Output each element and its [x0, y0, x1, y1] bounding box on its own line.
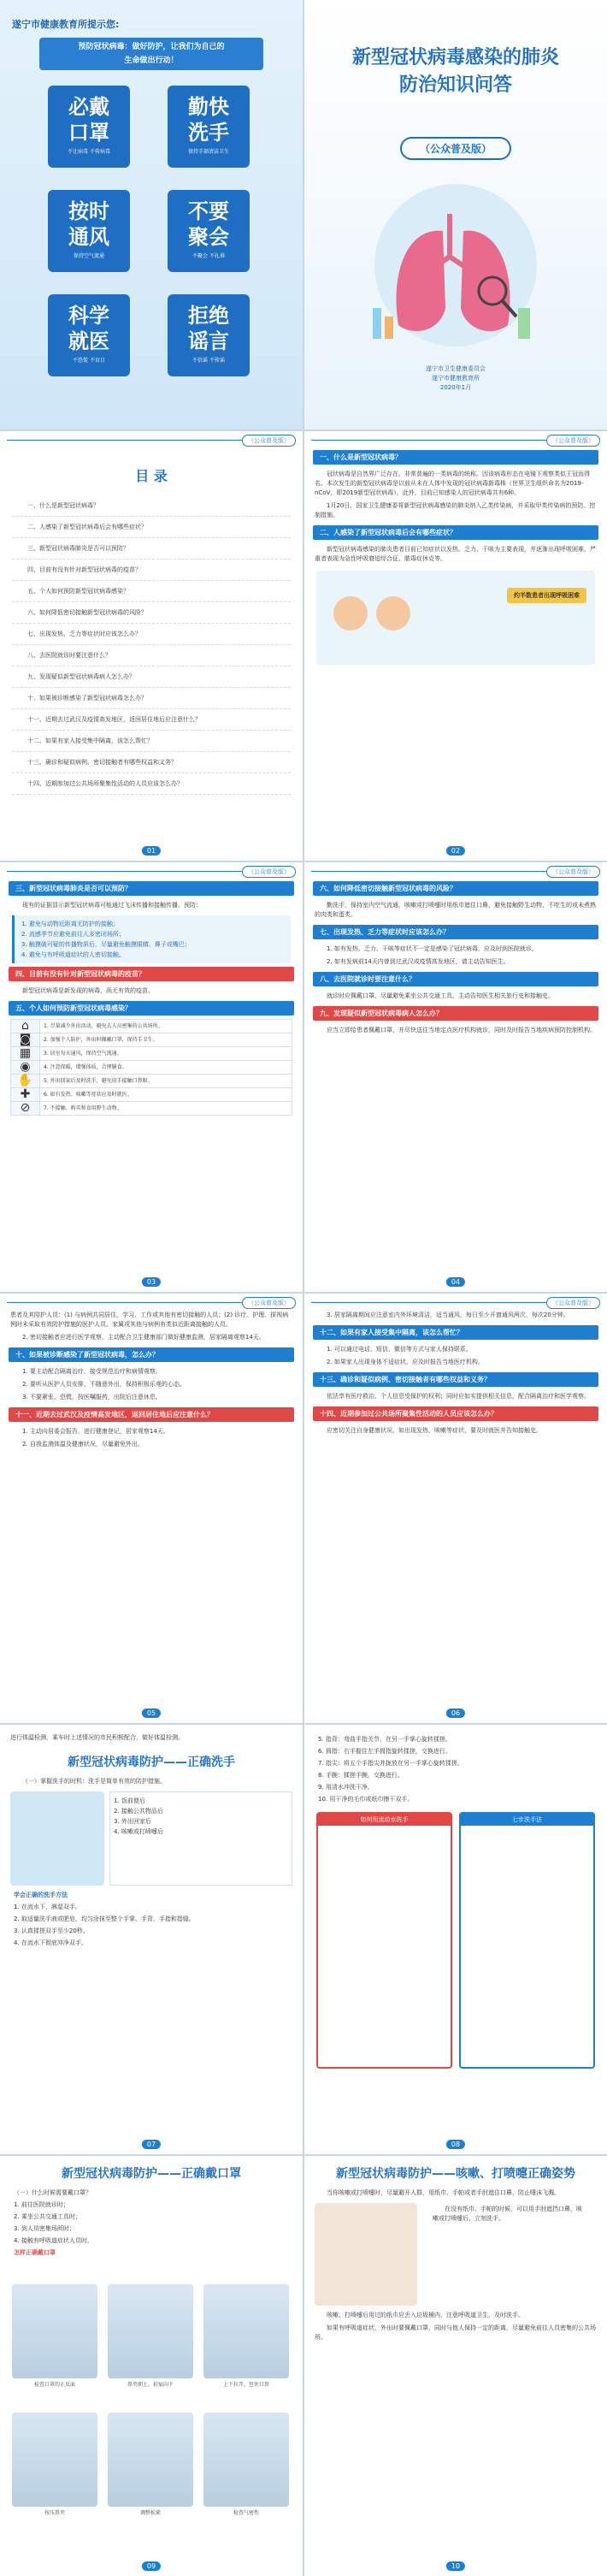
- cover-title-line-2: 防治知识问答: [398, 74, 512, 96]
- list-item: 3. 到人员密集场所时；: [14, 2225, 75, 2232]
- page-number: 10: [446, 2561, 465, 2571]
- seven-step-chart: [459, 1812, 595, 2069]
- content-page-5: [0, 1294, 303, 1723]
- mask-icon: ◙: [11, 1033, 40, 1047]
- toc-item[interactable]: 四、目前有没有针对新型冠状病毒的疫苗？: [12, 560, 291, 581]
- table-row: [11, 1033, 292, 1047]
- content-page-4: [304, 862, 607, 1292]
- tile-big: 必戴 口罩: [68, 95, 109, 145]
- table-cell: 2. 加强个人防护，外出时佩戴口罩，保持手卫生。: [40, 1033, 292, 1047]
- mask-photo: [12, 2413, 97, 2507]
- content-page-6: [304, 1294, 607, 1723]
- toc-item[interactable]: 九、发现疑似新型冠状病毒病人怎么办？: [12, 666, 291, 688]
- step-item: 6. 拇指：右手握住左手拇指旋转揉搓，交换进行。: [318, 1748, 451, 1755]
- paragraph: 1月20日，国家卫生健康委将新型冠状病毒感染的肺炎纳入乙类传染病，并采取甲类传染病的预防、控制措施。: [315, 502, 596, 518]
- mask-page: [0, 2156, 303, 2576]
- cough-illustration-row: [315, 2203, 597, 2306]
- paragraph: 就诊时应佩戴口罩，尽量避免乘坐公共交通工具，主动告知医生相关旅行史和接触史。: [327, 992, 554, 999]
- toc-list: [0, 495, 303, 795]
- paragraph: 2. 如果家人出现身体不适症状，应及时报告当地医疗机构。: [327, 1359, 484, 1365]
- table-cell: 4. 注意保暖，增强体质，合理膳食。: [40, 1061, 292, 1075]
- toc-item[interactable]: 七、出现发热、乏力等症状时应该怎么办？: [12, 624, 291, 645]
- handwash-illustration: [10, 1791, 104, 1886]
- table-cell: 1. 尽量减少外出活动，避免去人员密集的公共场所。: [40, 1020, 292, 1033]
- toc-item[interactable]: 十一、近期去过武汉及疫情高发地区，返回居住地后应注意什么？: [12, 709, 291, 731]
- lungs-illustration: [364, 180, 547, 351]
- table-row: [11, 1075, 292, 1088]
- cover-date: 2020年1月: [439, 384, 472, 391]
- mask-title: 新型冠状病毒防护——正确戴口罩: [62, 2167, 241, 2181]
- section-heading: 十四、近期参加过公共场所聚集性活动的人员应该怎么办？: [313, 1406, 598, 1421]
- window-icon: ▦: [11, 1047, 40, 1061]
- steps-title: 学会正确的洗手方法: [14, 1892, 68, 1898]
- table-cell: 5. 外出回家后及时洗手，避免用手接触口鼻眼。: [40, 1075, 292, 1088]
- mask-photo: [108, 2413, 193, 2507]
- handwash-panel: [10, 1791, 292, 1886]
- top-rule: [311, 1302, 547, 1303]
- section-heading: 四、目前有没有针对新型冠状病毒的疫苗？: [9, 967, 294, 981]
- table-row: [11, 1047, 292, 1061]
- brand-badge: （公众普及版）: [242, 1297, 296, 1309]
- toc-item[interactable]: 一、什么是新型冠状病毒？: [12, 495, 291, 517]
- step-item: 8. 手腕：揉搓手腕，交换进行。: [318, 1772, 404, 1779]
- brand-badge: （公众普及版）: [242, 866, 296, 878]
- paragraph: 进行体温检测，乘车时上述情况的市民积极配合，做好体温检测。: [10, 1734, 184, 1741]
- page-number: 06: [446, 1708, 465, 1718]
- toc-item[interactable]: 三、新型冠状病毒肺炎是否可以预防？: [12, 538, 291, 560]
- tip-item: 1. 避免与动物近距离无防护的接触；: [21, 921, 119, 927]
- cover-org: [304, 364, 607, 393]
- section-heading: 五、个人如何预防新型冠状病毒感染？: [9, 1001, 294, 1016]
- table-row: [11, 1088, 292, 1102]
- toc-item[interactable]: 十四、近期参加过公共场所聚集性活动的人员应该怎么办？: [12, 773, 291, 795]
- step-item: 5. 指背：弯曲手指关节，在另一手掌心旋转揉搓。: [318, 1736, 451, 1743]
- steps-title: 怎样正确戴口罩: [14, 2249, 56, 2256]
- mask-photo: [203, 2284, 289, 2378]
- paragraph: 2. 如有发病前14天内曾到过武汉或疫情高发地区，请主动告知医生。: [327, 958, 510, 965]
- step-item: 1. 在流水下，淋湿双手。: [14, 1904, 81, 1910]
- hand-icon: ✋: [11, 1075, 40, 1088]
- paragraph: 咳嗽、打喷嚏后用过的纸巾应丢入垃圾桶内，注意呼吸道卫生，及时洗手。: [327, 2312, 524, 2318]
- handwash-title: 新型冠状病毒防护——正确洗手: [68, 1756, 235, 1769]
- paragraph: 2. 要听从医护人员安排，不随意外出，保持积极乐观的心态。: [22, 1381, 186, 1388]
- step-item: 7. 指尖：将五个手指尖并拢放在另一手掌心旋转揉搓。: [318, 1760, 463, 1767]
- paragraph: 3. 不要紧张、恐慌，按医嘱服药，出院后注意休息。: [22, 1394, 162, 1401]
- section-heading: 十二、如果有家人接受集中隔离，该怎么帮忙？: [313, 1325, 598, 1340]
- tile-doctor: [48, 294, 130, 376]
- notice-line-2: 生命做出行动！: [124, 56, 179, 65]
- page-number: 04: [446, 1277, 465, 1287]
- section-heading: 一、什么是新型冠状病毒？: [313, 450, 598, 465]
- symptom-illustration: [316, 571, 595, 665]
- mask-photo: [203, 2413, 289, 2507]
- toc-item[interactable]: 六、如何降低密切接触新型冠状病毒的风险？: [12, 602, 291, 624]
- paragraph: 应当立即给患者佩戴口罩，并尽快送往当地定点医疗机构就诊，同时及时报告当地疾病预防控制机构。: [327, 1027, 596, 1033]
- tile-small: 不恐慌 不盲目: [73, 358, 105, 364]
- top-rule: [7, 871, 243, 872]
- section-heading: 七、出现发热、乏力等症状时应该怎么办？: [313, 925, 598, 939]
- paragraph: 应密切关注自身健康状况，如出现发热、咳嗽等症状，要及时就医并告知接触史。: [327, 1427, 542, 1434]
- tile-ventilate: [48, 190, 130, 272]
- toc-page: [0, 431, 303, 861]
- tile-big: 不要 聚会: [188, 199, 229, 249]
- tile-wash: [168, 86, 250, 168]
- tile-small: 保持空气流通: [73, 253, 104, 259]
- table-cell: 7. 不接触、购买和食用野生动物。: [40, 1102, 292, 1116]
- section-heading: 二、人感染了新型冠状病毒后会有哪些症状？: [313, 525, 598, 540]
- cover-title-line-1: 新型冠状病毒感染的肺炎: [351, 47, 559, 68]
- handwash-times-list: [109, 1791, 292, 1886]
- toc-title: 目 录: [135, 468, 168, 484]
- toc-item[interactable]: 十二、如果有家人接受集中隔离，该怎么帮忙？: [12, 731, 291, 752]
- paragraph: 1. 如有发热、乏力、干咳等症状不一定是感染了冠状病毒，应及时到医院就诊。: [327, 945, 538, 952]
- list-item: 1. 饭前便后: [114, 1797, 145, 1804]
- top-rule: [311, 871, 547, 872]
- toc-item[interactable]: 十三、确诊和疑似病例、密切接触者有哪些权益和义务？: [12, 752, 291, 773]
- poster-page: [0, 0, 303, 429]
- notice-line-1: 预防冠状病毒：做好防护，让我们为自己的: [78, 43, 225, 51]
- tip-item: 4. 避免与有呼吸道症状的人密切接触。: [21, 951, 125, 958]
- brand-badge: （公众普及版）: [242, 435, 296, 447]
- section-heading: 八、去医院就诊时要注意什么？: [313, 972, 598, 986]
- photo-caption: 检查气密性: [233, 2510, 259, 2516]
- cover-page: [304, 0, 607, 429]
- handwashing-page: [0, 1725, 303, 2154]
- brand-badge: （公众普及版）: [546, 866, 600, 878]
- paragraph: 冠状病毒是自然界广泛存在、非常普遍的一类病毒的统称。因该病毒形态在电镜下观察类似王冠而得名。本次发生的新型冠状病毒是以前从未在人体中发现的冠状病毒新毒株（世界卫生组织命名为2019-nCoV，即2019新型冠状病毒），此外，目前已知感染人的冠状病毒共有6种。: [315, 471, 590, 496]
- page-number: 05: [142, 1708, 161, 1718]
- cover-org-line-1: 遂宁市卫生健康委员会: [426, 365, 486, 372]
- tile-rumor: [168, 294, 250, 376]
- list-item: 3. 外出回家后: [114, 1818, 151, 1825]
- list-item: 4. 咳嗽或打喷嚏后: [114, 1828, 163, 1835]
- list-item: 2. 乘坐公共交通工具时；: [14, 2213, 81, 2220]
- table-row: [11, 1020, 292, 1033]
- cough-etiquette-page: [304, 2156, 607, 2576]
- step-item: 2. 取适量洗手液或肥皂，均匀涂抹至整个手掌、手背、手指和指缝。: [14, 1916, 195, 1922]
- paragraph: 勤洗手，保持室内空气流通，咳嗽或打喷嚏时用纸巾遮住口鼻，避免接触野生动物，不吃生的或未煮熟的肉类和蛋类。: [315, 902, 596, 918]
- chart-title: 七步洗手法: [461, 1814, 593, 1826]
- toc-item[interactable]: 五、个人如何预防新型冠状病毒感染？: [12, 581, 291, 602]
- page-number: 02: [446, 846, 465, 856]
- tile-mask: [48, 86, 130, 168]
- tip-item: 2. 流感季节应避免前往人多密闭场所；: [21, 931, 125, 938]
- photo-caption: 上下拉开，包住口鼻: [222, 2382, 269, 2388]
- notice-title: 遂宁市健康教育所提示您:: [12, 19, 120, 30]
- section-heading: 三、新型冠状病毒肺炎是否可以预防？: [9, 881, 294, 896]
- paragraph: 2. 自我监测体温及健康状况，尽量避免外出。: [22, 1441, 144, 1448]
- toc-item[interactable]: 八、去医院就诊时要注意什么？: [12, 645, 291, 666]
- content-page-3: [0, 862, 303, 1292]
- hospital-icon: ✚: [11, 1088, 40, 1102]
- paragraph: （一）掌握洗手的时机：洗手是简单有效的防护措施。: [22, 1778, 166, 1785]
- list-item: 4. 接触有呼吸道症状人员时。: [14, 2237, 93, 2244]
- notice-box: [39, 38, 263, 70]
- section-heading: 十、如果被诊断感染了新型冠状病毒，怎么办？: [9, 1347, 294, 1362]
- list-item: 1. 前往医院就诊时；: [14, 2201, 69, 2208]
- section-heading: 十一、近期去过武汉及疫情高发地区，返回居住地后应注意什么？: [9, 1407, 294, 1422]
- page-number: 01: [142, 846, 161, 856]
- cough-title: 新型冠状病毒防护——咳嗽、打喷嚏正确姿势: [336, 2167, 575, 2181]
- paragraph: （一）什么时候需要戴口罩？: [14, 2189, 91, 2196]
- page-number: 03: [142, 1277, 161, 1287]
- tip-item: 3. 触摸破可疑的传播物质后，尽量避免触摸眼睛、鼻子或嘴巴；: [21, 941, 191, 948]
- tile-small: 不信谣 不传谣: [192, 358, 225, 364]
- step-item: 9. 用清水冲洗干净。: [318, 1784, 374, 1791]
- flowing-water-chart: [316, 1812, 452, 2069]
- tile-big: 勤快 洗手: [188, 95, 229, 145]
- table-cell: 6. 如有发热、咳嗽等症状应及时就医。: [40, 1088, 292, 1102]
- tile-big: 拒绝 谣言: [188, 304, 229, 353]
- cough-text: [422, 2203, 597, 2306]
- tile-small: 不聚会 不扎堆: [192, 253, 225, 259]
- section-heading: 九、发现疑似新型冠状病毒病人怎么办？: [313, 1006, 598, 1021]
- mask-photo: [12, 2284, 97, 2378]
- tile-small: 保持手部清洁卫生: [187, 149, 229, 155]
- paragraph: 1. 可以通过电话、短信、微信等方式与家人保持联系。: [327, 1346, 472, 1353]
- prevention-table: [10, 1019, 292, 1116]
- cover-subtitle: （公众普及版）: [400, 137, 511, 160]
- paragraph: 如果有呼吸道症状，外出时要佩戴口罩，同时与他人保持一定的距离，尽量避免前往人员密集的公共场所。: [315, 2324, 596, 2341]
- tile-no-gathering: [168, 190, 250, 272]
- paragraph: 患者及其陪护人员：(1) 与病例共同居住、学习、工作或其他有密切接触的人员；(2) 诊疗、护理、探视病例时未采取有效防护措施的医护人员、家属或其他与病例有类似近距离接触的人员。: [10, 1312, 289, 1328]
- top-rule: [7, 1302, 243, 1303]
- top-rule: [7, 440, 243, 441]
- paragraph: 2. 密切接触者应进行医学观察，主动配合卫生健康部门做好健康监测，居家隔离观察14天。: [22, 1334, 265, 1341]
- cough-illustration: [315, 2203, 417, 2306]
- toc-item[interactable]: 十、如果被诊断感染了新型冠状病毒怎么办？: [12, 688, 291, 709]
- page-number: 07: [142, 2140, 161, 2149]
- section-heading: 十三、确诊和疑似病例、密切接触者有哪些权益和义务？: [313, 1372, 598, 1387]
- handwash-diagram: [316, 1812, 595, 2069]
- cover-org-line-2: 遂宁市健康教育所: [432, 375, 480, 382]
- photo-caption: 按压鼻夹: [44, 2510, 65, 2516]
- tips-box: [12, 915, 291, 963]
- table-row: [11, 1102, 292, 1116]
- step-item: 4. 在流水下彻底冲净双手。: [14, 1939, 87, 1946]
- table-cell: 3. 居室每天通风，保持空气流通。: [40, 1047, 292, 1061]
- paragraph: 依法享有医疗救治、个人信息受保护的权利；同时应如实提供相关信息，配合隔离治疗和医学观察。: [327, 1393, 590, 1400]
- toc-item[interactable]: 二、人感染了新型冠状病毒后会有哪些症状？: [12, 517, 291, 538]
- step-item: 3. 认真揉搓双手至少20秒。: [14, 1928, 89, 1934]
- paragraph: 当你咳嗽或打喷嚏时，尽量避开人群，用纸巾、手帕或者手肘遮住口鼻，防止唾沫飞溅。: [327, 2189, 560, 2196]
- step-item: 10. 用干净的毛巾或纸巾擦干双手。: [318, 1796, 414, 1803]
- paragraph: 新型冠状病毒是新发现的病毒，尚无有效的疫苗。: [22, 987, 154, 994]
- brand-badge: （公众普及版）: [546, 1297, 600, 1309]
- handwashing-steps-page: [304, 1725, 607, 2154]
- paragraph: 3. 居家隔离期间应注意室内外环境清洁，适当通风，每日至少开窗通风两次，每次20分钟。: [327, 1312, 569, 1318]
- list-item: 2. 接触公共物品后: [114, 1808, 163, 1815]
- food-icon: ◉: [11, 1061, 40, 1075]
- home-icon: ⌂: [11, 1020, 40, 1033]
- top-rule: [311, 440, 547, 441]
- brand-badge: （公众普及版）: [546, 435, 600, 447]
- page-number: 09: [142, 2561, 161, 2571]
- photo-caption: 检查口罩的正反面: [33, 2382, 75, 2388]
- section-heading: 六、如何降低密切接触新型冠状病毒的风险？: [313, 881, 598, 896]
- photo-caption: 鼻夹朝上，折痕向下: [127, 2382, 174, 2388]
- tile-small: 不让病毒 不传病毒: [68, 149, 110, 155]
- paragraph: 1. 主动向居委会报告，进行健康登记，居家观察14天。: [22, 1428, 169, 1435]
- person-icon: [333, 596, 368, 631]
- symptom-callout: 约半数患者出现呼吸困难: [507, 588, 586, 603]
- paragraph: 1. 要主动配合隔离治疗，接受规范治疗和病情观察。: [22, 1368, 162, 1375]
- chart-title: 如何用流动水洗手: [318, 1814, 451, 1826]
- cover-title: [304, 44, 607, 99]
- paragraph: 现有的证据显示新型冠状病毒可能通过飞沫传播和接触传播。预防：: [22, 902, 202, 909]
- person-icon: [376, 596, 410, 631]
- animal-icon: ⊘: [11, 1102, 40, 1116]
- content-page-2: [304, 431, 607, 861]
- mask-photo: [108, 2284, 193, 2378]
- paragraph: 在没有纸巾、手帕的时候，可以用手肘遮挡口鼻，咳嗽或打喷嚏后，立刻洗手。: [433, 2206, 582, 2222]
- page-number: 08: [446, 2140, 465, 2149]
- table-row: [11, 1061, 292, 1075]
- tile-big: 按时 通风: [68, 199, 109, 249]
- tile-big: 科学 就医: [68, 304, 109, 353]
- paragraph: 新型冠状病毒感染的肺炎患者目前已知症状以发热、乏力、干咳为主要表现，并逐渐出现呼吸困难，严重者表现为急性呼吸窘迫综合征、脓毒症休克等。: [315, 546, 596, 562]
- photo-caption: 调整松紧: [139, 2510, 161, 2516]
